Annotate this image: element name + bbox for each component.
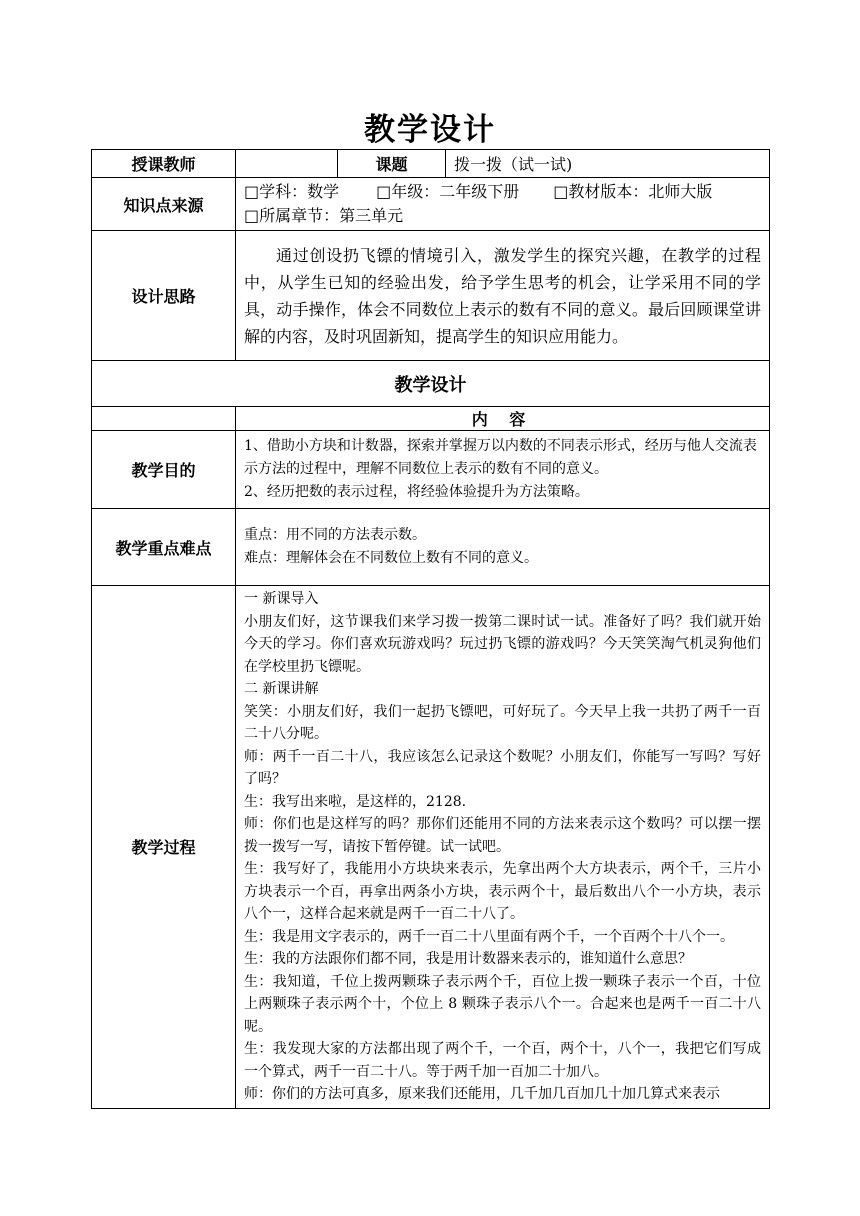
lesson-plan-table — [91, 149, 770, 1109]
design-idea-label: 设计思路 — [92, 231, 236, 361]
teacher-label: 授课教师 — [92, 150, 236, 178]
process-line: 生：我的方法跟你们都不同，我是用计数器来表示的，谁知道什么意思？ — [244, 951, 692, 967]
source-row — [92, 178, 770, 231]
topic-value: 拨一拨（试一试) — [446, 150, 770, 178]
process-line: 生：我发现大家的方法都出现了两个千，一个百，两个十，八个一，我把它们写成一个算式，两千一百二十八。等于两千加一百加二十加八。 — [244, 1041, 761, 1080]
source-grade: □年级：二年级下册 — [376, 182, 520, 201]
difficult-point-line: 难点：理解体会在不同数位上数有不同的意义。 — [244, 550, 538, 566]
process-line: 师：两千一百二十八，我应该怎么记录这个数呢？小朋友们，你能写一写吗？写好了吗？ — [244, 748, 761, 787]
process-line: 笑笑：小朋友们好，我们一起扔飞镖吧，可好玩了。今天早上我一共扔了两千一百二十八分呢。 — [244, 703, 761, 742]
source-subject: □学科：数学 — [244, 182, 340, 201]
process-line: 师：你们的方法可真多，原来我们还能用，几千加几百加几十加几算式来表示 — [244, 1086, 720, 1102]
key-points-content — [236, 509, 770, 586]
header-row — [92, 150, 770, 178]
process-line: 一 新课导入 — [244, 591, 319, 607]
section-title: 教学设计 — [92, 361, 770, 407]
process-row — [92, 586, 770, 1109]
page-title: 教学设计 — [364, 112, 496, 148]
topic-label: 课题 — [338, 150, 446, 178]
teacher-value — [236, 150, 338, 178]
source-chapter: □所属章节：第三单元 — [244, 206, 404, 225]
objectives-row — [92, 431, 770, 509]
content-header: 内 容 — [236, 407, 770, 431]
process-line: 师：你们也是这样写的吗？那你们还能用不同的方法来表示这个数吗？可以摆一摆拨一拨写一写，请按下暂停键。试一试吧。 — [244, 816, 761, 855]
objectives-line: 2、经历把数的表示过程，将经验体验提升为方法策略。 — [244, 484, 589, 500]
section-row — [92, 361, 770, 407]
process-content — [236, 586, 770, 1109]
design-idea-text: 通过创设扔飞镖的情境引入，激发学生的探究兴趣，在教学的过程中，从学生已知的经验出发，给予学生思考的机会，让学采用不同的学具，动手操作，体会不同数位上表示的数有不同的意义。最后回顾课堂讲解的内容，及时巩固新知，提高学生的知识应用能力。 — [236, 231, 770, 361]
source-content — [236, 178, 770, 231]
key-points-row — [92, 509, 770, 586]
design-idea-row — [92, 231, 770, 361]
process-line: 生：我写出来啦，是这样的，2128. — [244, 793, 467, 810]
process-line: 生：我知道，千位上拨两颗珠子表示两个千，百位上拨一颗珠子表示一个百，十位上两颗珠子表示两个十，个位上 8 颗珠子表示八个一。合起来也是两千一百二十八呢。 — [244, 973, 761, 1035]
process-line: 二 新课讲解 — [244, 681, 319, 697]
content-header-blank — [92, 407, 236, 431]
objectives-line: 1、借助小方块和计数器，探索并掌握万以内数的不同表示形式，经历与他人交流表示方法的过程中，理解不同数位上表示的数有不同的意义。 — [244, 438, 757, 477]
content-header-row — [92, 407, 770, 431]
process-line: 生：我是用文字表示的，两千一百二十八里面有两个千，一个百两个十八个一。 — [244, 928, 734, 945]
process-line: 小朋友们好，这节课我们来学习拨一拨第二课时试一试。准备好了吗？我们就开始今天的学习。你们喜欢玩游戏吗？玩过扔飞镖的游戏吗？今天笑笑淘气机灵狗他们在学校里扔飞镖呢。 — [244, 613, 761, 675]
process-line: 生：我写好了，我能用小方块块来表示，先拿出两个大方块表示，两个千，三片小方块表示一个百，再拿出两条小方块，表示两个十，最后数出八个一小方块，表示八个一，这样合起来就是两千一百二十八了。 — [244, 861, 761, 922]
source-label: 知识点来源 — [92, 178, 236, 231]
key-point-line: 重点：用不同的方法表示数。 — [244, 527, 426, 543]
objectives-content — [236, 431, 770, 509]
source-edition: □教材版本：北师大版 — [553, 182, 713, 201]
key-points-label: 教学重点难点 — [92, 509, 236, 586]
process-label: 教学过程 — [92, 586, 236, 1109]
objectives-label: 教学目的 — [92, 431, 236, 509]
